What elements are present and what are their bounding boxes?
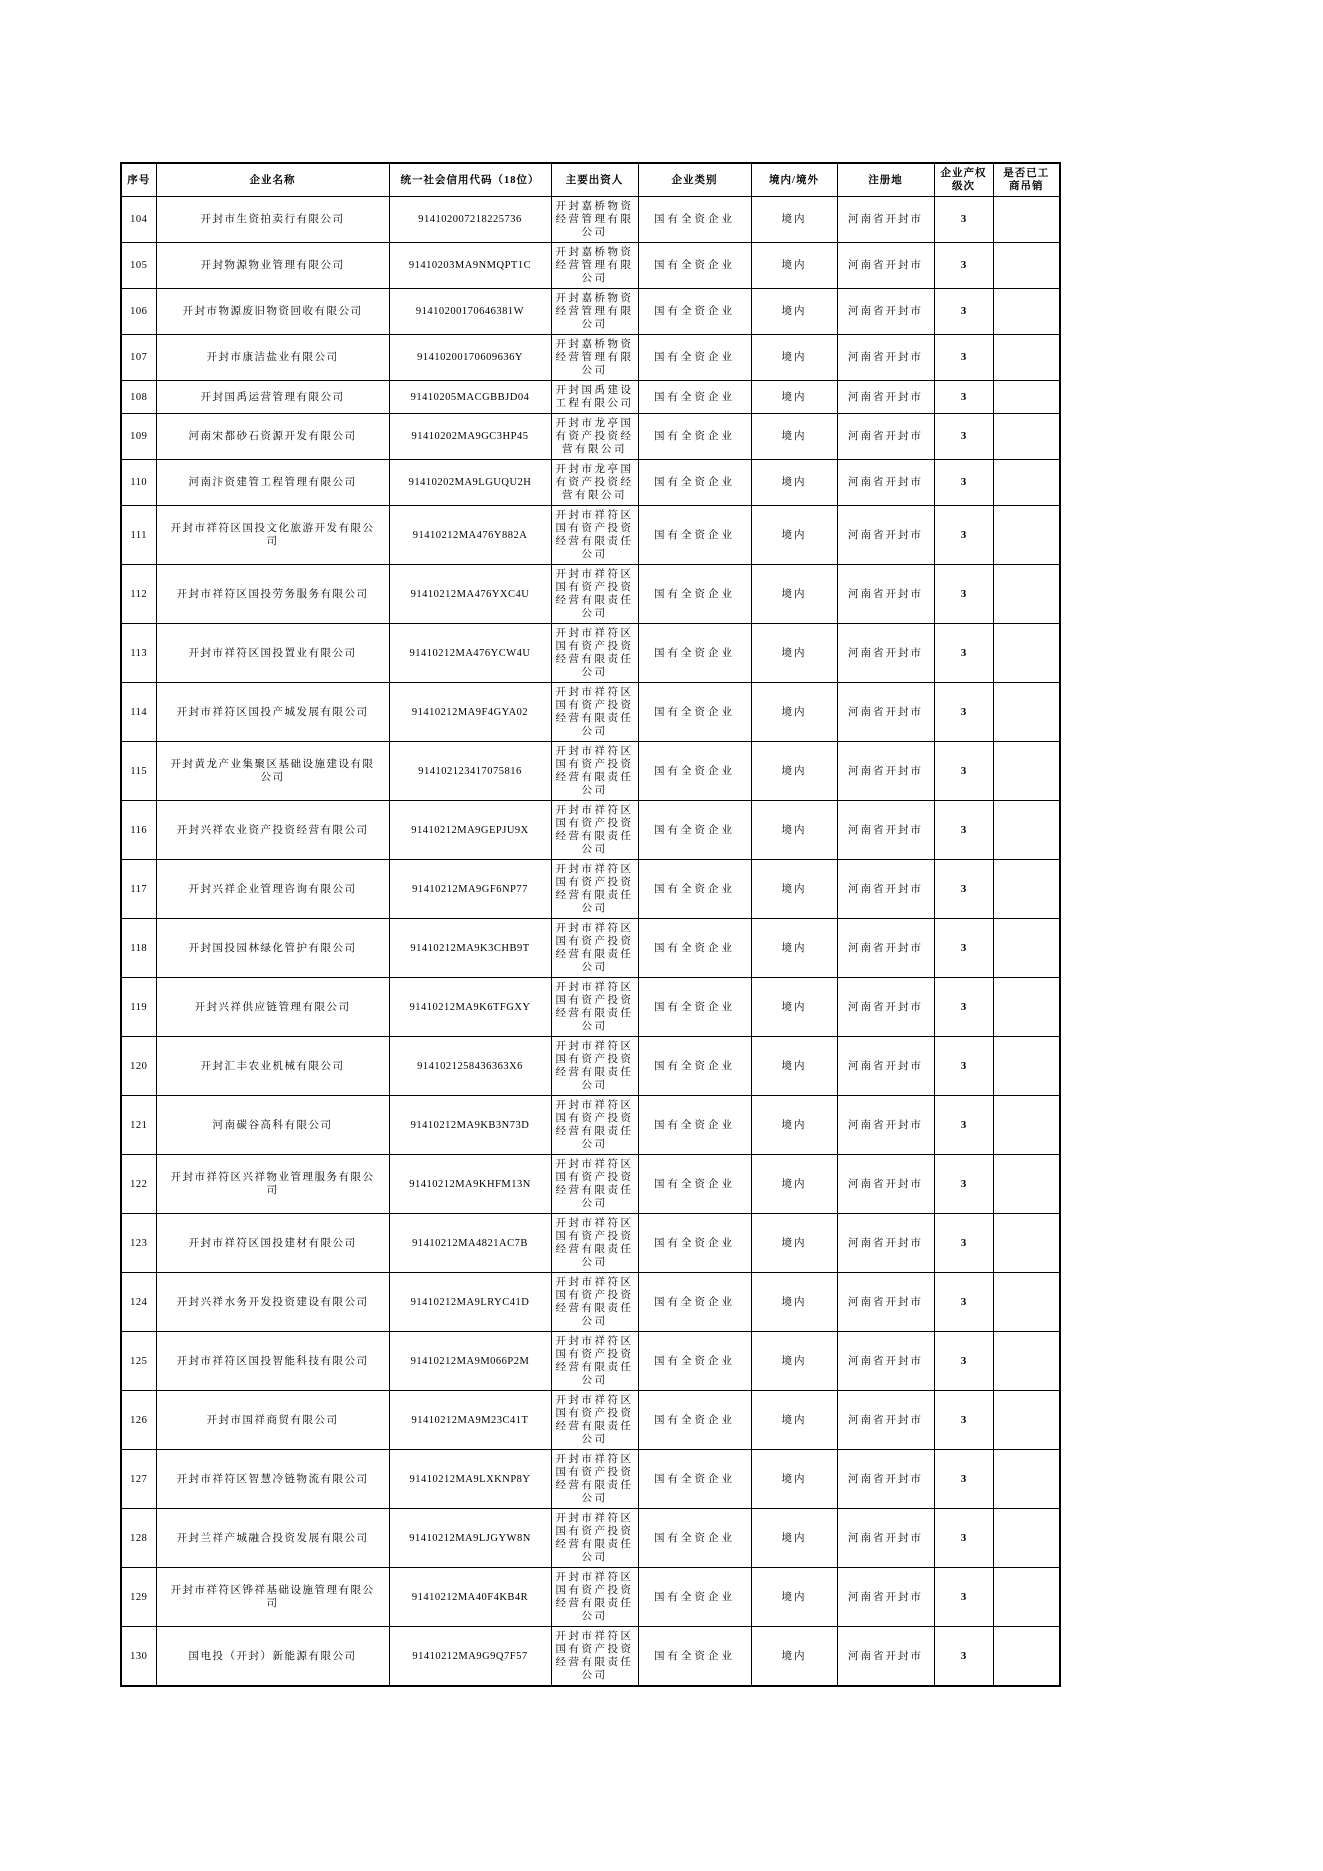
cell-cat: 国有全资企业 [638, 565, 751, 624]
cell-name: 开封市祥符区智慧冷链物流有限公司 [156, 1450, 389, 1509]
table-row [121, 1037, 1060, 1096]
cell-reg: 河南省开封市 [837, 860, 934, 919]
cell-dom: 境内 [751, 460, 837, 506]
cell-investor: 开封市祥符区国有资产投资经营有限责任公司 [551, 1332, 638, 1391]
cell-level: 3 [934, 460, 993, 506]
cell-code: 91410212MA9KHFM13N [389, 1155, 551, 1214]
table-row [121, 919, 1060, 978]
cell-no: 127 [121, 1450, 156, 1509]
cell-code: 91410212MA9LRYC41D [389, 1273, 551, 1332]
cell-no: 106 [121, 289, 156, 335]
cell-code: 91410200170609636Y [389, 335, 551, 381]
table-row [121, 1568, 1060, 1627]
table-row [121, 381, 1060, 414]
cell-reg: 河南省开封市 [837, 742, 934, 801]
cell-name: 开封黄龙产业集聚区基础设施建设有限公司 [156, 742, 389, 801]
cell-cat: 国有全资企业 [638, 1568, 751, 1627]
cell-no: 110 [121, 460, 156, 506]
table-row [121, 506, 1060, 565]
cell-dom: 境内 [751, 197, 837, 243]
table-row [121, 460, 1060, 506]
cell-investor: 开封嘉桥物资经营管理有限公司 [551, 243, 638, 289]
cell-cat: 国有全资企业 [638, 801, 751, 860]
cell-dom: 境内 [751, 860, 837, 919]
cell-no: 115 [121, 742, 156, 801]
table-body [121, 197, 1060, 1687]
cell-level: 3 [934, 335, 993, 381]
cell-no: 114 [121, 683, 156, 742]
cell-cat: 国有全资企业 [638, 1450, 751, 1509]
cell-no: 109 [121, 414, 156, 460]
cell-code: 91410212MA4821AC7B [389, 1214, 551, 1273]
cell-code: 91410205MACGBBJD04 [389, 381, 551, 414]
cell-reg: 河南省开封市 [837, 1273, 934, 1332]
table-row [121, 742, 1060, 801]
column-header-no: 序号 [121, 163, 156, 197]
table-row [121, 1155, 1060, 1214]
cell-revoked [993, 801, 1060, 860]
cell-cat: 国有全资企业 [638, 289, 751, 335]
cell-investor: 开封市祥符区国有资产投资经营有限责任公司 [551, 1037, 638, 1096]
cell-code: 914102123417075816 [389, 742, 551, 801]
cell-no: 120 [121, 1037, 156, 1096]
cell-revoked [993, 1627, 1060, 1687]
cell-no: 105 [121, 243, 156, 289]
cell-dom: 境内 [751, 1332, 837, 1391]
cell-dom: 境内 [751, 414, 837, 460]
cell-cat: 国有全资企业 [638, 742, 751, 801]
column-header-investor: 主要出资人 [551, 163, 638, 197]
cell-investor: 开封嘉桥物资经营管理有限公司 [551, 335, 638, 381]
cell-revoked [993, 381, 1060, 414]
cell-no: 116 [121, 801, 156, 860]
cell-revoked [993, 1155, 1060, 1214]
cell-reg: 河南省开封市 [837, 1332, 934, 1391]
cell-revoked [993, 289, 1060, 335]
cell-cat: 国有全资企业 [638, 1273, 751, 1332]
cell-dom: 境内 [751, 289, 837, 335]
cell-revoked [993, 742, 1060, 801]
cell-reg: 河南省开封市 [837, 624, 934, 683]
table-row [121, 197, 1060, 243]
cell-name: 开封物源物业管理有限公司 [156, 243, 389, 289]
cell-level: 3 [934, 919, 993, 978]
cell-name: 开封国投园林绿化管护有限公司 [156, 919, 389, 978]
cell-level: 3 [934, 978, 993, 1037]
cell-dom: 境内 [751, 801, 837, 860]
cell-cat: 国有全资企业 [638, 1214, 751, 1273]
cell-investor: 开封市祥符区国有资产投资经营有限责任公司 [551, 742, 638, 801]
cell-code: 91410212MA9K3CHB9T [389, 919, 551, 978]
cell-investor: 开封市祥符区国有资产投资经营有限责任公司 [551, 1568, 638, 1627]
cell-dom: 境内 [751, 1450, 837, 1509]
cell-revoked [993, 860, 1060, 919]
cell-no: 113 [121, 624, 156, 683]
cell-level: 3 [934, 1627, 993, 1687]
table-row [121, 1450, 1060, 1509]
cell-no: 107 [121, 335, 156, 381]
cell-revoked [993, 335, 1060, 381]
companies-table [120, 162, 1061, 1687]
cell-name: 开封市祥符区国投置业有限公司 [156, 624, 389, 683]
cell-name: 开封汇丰农业机械有限公司 [156, 1037, 389, 1096]
cell-level: 3 [934, 1509, 993, 1568]
cell-code: 91410212MA9K6TFGXY [389, 978, 551, 1037]
cell-level: 3 [934, 506, 993, 565]
table-row [121, 1332, 1060, 1391]
cell-revoked [993, 565, 1060, 624]
cell-reg: 河南省开封市 [837, 289, 934, 335]
cell-cat: 国有全资企业 [638, 243, 751, 289]
cell-no: 111 [121, 506, 156, 565]
cell-reg: 河南省开封市 [837, 1155, 934, 1214]
cell-code: 91410200170646381W [389, 289, 551, 335]
cell-level: 3 [934, 414, 993, 460]
cell-code: 9141021258436363X6 [389, 1037, 551, 1096]
cell-revoked [993, 919, 1060, 978]
cell-code: 91410212MA9F4GYA02 [389, 683, 551, 742]
cell-dom: 境内 [751, 1273, 837, 1332]
cell-no: 129 [121, 1568, 156, 1627]
cell-code: 91410202MA9GC3HP45 [389, 414, 551, 460]
cell-investor: 开封市龙亭国有资产投资经营有限公司 [551, 414, 638, 460]
cell-name: 开封市祥符区铧祥基础设施管理有限公司 [156, 1568, 389, 1627]
cell-dom: 境内 [751, 742, 837, 801]
cell-level: 3 [934, 1568, 993, 1627]
cell-revoked [993, 1568, 1060, 1627]
cell-level: 3 [934, 801, 993, 860]
cell-dom: 境内 [751, 683, 837, 742]
table-row [121, 414, 1060, 460]
cell-reg: 河南省开封市 [837, 978, 934, 1037]
cell-investor: 开封嘉桥物资经营管理有限公司 [551, 197, 638, 243]
cell-code: 91410212MA9LXKNP8Y [389, 1450, 551, 1509]
cell-no: 130 [121, 1627, 156, 1687]
cell-code: 91410203MA9NMQPT1C [389, 243, 551, 289]
cell-name: 开封市物源废旧物资回收有限公司 [156, 289, 389, 335]
cell-code: 91410212MA9LJGYW8N [389, 1509, 551, 1568]
cell-investor: 开封市祥符区国有资产投资经营有限责任公司 [551, 801, 638, 860]
cell-level: 3 [934, 243, 993, 289]
cell-code: 91410212MA9M066P2M [389, 1332, 551, 1391]
cell-dom: 境内 [751, 1037, 837, 1096]
cell-no: 123 [121, 1214, 156, 1273]
cell-reg: 河南省开封市 [837, 1391, 934, 1450]
table-row [121, 801, 1060, 860]
cell-code: 91410212MA476YXC4U [389, 565, 551, 624]
table-row [121, 1214, 1060, 1273]
cell-investor: 开封市祥符区国有资产投资经营有限责任公司 [551, 978, 638, 1037]
cell-revoked [993, 978, 1060, 1037]
cell-level: 3 [934, 860, 993, 919]
cell-cat: 国有全资企业 [638, 381, 751, 414]
cell-investor: 开封市祥符区国有资产投资经营有限责任公司 [551, 1273, 638, 1332]
cell-cat: 国有全资企业 [638, 978, 751, 1037]
cell-revoked [993, 1214, 1060, 1273]
cell-name: 开封市康洁盐业有限公司 [156, 335, 389, 381]
cell-no: 122 [121, 1155, 156, 1214]
cell-investor: 开封市祥符区国有资产投资经营有限责任公司 [551, 565, 638, 624]
cell-dom: 境内 [751, 1509, 837, 1568]
cell-cat: 国有全资企业 [638, 506, 751, 565]
column-header-name: 企业名称 [156, 163, 389, 197]
cell-revoked [993, 243, 1060, 289]
cell-name: 开封兴祥水务开发投资建设有限公司 [156, 1273, 389, 1332]
cell-level: 3 [934, 1332, 993, 1391]
cell-no: 112 [121, 565, 156, 624]
cell-name: 国电投（开封）新能源有限公司 [156, 1627, 389, 1687]
cell-code: 91410212MA9KB3N73D [389, 1096, 551, 1155]
cell-investor: 开封嘉桥物资经营管理有限公司 [551, 289, 638, 335]
cell-name: 河南汴资建管工程管理有限公司 [156, 460, 389, 506]
cell-dom: 境内 [751, 1096, 837, 1155]
cell-revoked [993, 1096, 1060, 1155]
column-header-code: 统一社会信用代码（18位） [389, 163, 551, 197]
cell-no: 126 [121, 1391, 156, 1450]
cell-reg: 河南省开封市 [837, 1509, 934, 1568]
cell-code: 91410212MA476YCW4U [389, 624, 551, 683]
cell-level: 3 [934, 1391, 993, 1450]
cell-cat: 国有全资企业 [638, 460, 751, 506]
table-row [121, 1096, 1060, 1155]
cell-cat: 国有全资企业 [638, 1037, 751, 1096]
cell-revoked [993, 506, 1060, 565]
cell-level: 3 [934, 197, 993, 243]
cell-reg: 河南省开封市 [837, 414, 934, 460]
cell-revoked [993, 460, 1060, 506]
cell-code: 914102007218225736 [389, 197, 551, 243]
cell-investor: 开封国禹建设工程有限公司 [551, 381, 638, 414]
cell-level: 3 [934, 1450, 993, 1509]
cell-name: 开封市祥符区国投劳务服务有限公司 [156, 565, 389, 624]
cell-reg: 河南省开封市 [837, 919, 934, 978]
cell-cat: 国有全资企业 [638, 624, 751, 683]
cell-no: 128 [121, 1509, 156, 1568]
table-row [121, 1391, 1060, 1450]
cell-investor: 开封市祥符区国有资产投资经营有限责任公司 [551, 683, 638, 742]
cell-no: 125 [121, 1332, 156, 1391]
cell-cat: 国有全资企业 [638, 1155, 751, 1214]
cell-reg: 河南省开封市 [837, 801, 934, 860]
cell-level: 3 [934, 1155, 993, 1214]
table-header [121, 163, 1060, 197]
cell-code: 91410212MA476Y882A [389, 506, 551, 565]
cell-level: 3 [934, 1037, 993, 1096]
column-header-reg: 注册地 [837, 163, 934, 197]
cell-reg: 河南省开封市 [837, 1037, 934, 1096]
cell-revoked [993, 683, 1060, 742]
cell-dom: 境内 [751, 1214, 837, 1273]
cell-revoked [993, 1332, 1060, 1391]
cell-reg: 河南省开封市 [837, 335, 934, 381]
cell-dom: 境内 [751, 1391, 837, 1450]
cell-level: 3 [934, 683, 993, 742]
cell-revoked [993, 624, 1060, 683]
cell-investor: 开封市祥符区国有资产投资经营有限责任公司 [551, 1214, 638, 1273]
cell-dom: 境内 [751, 1568, 837, 1627]
cell-dom: 境内 [751, 506, 837, 565]
table-row [121, 565, 1060, 624]
cell-dom: 境内 [751, 1627, 837, 1687]
cell-investor: 开封市龙亭国有资产投资经营有限公司 [551, 460, 638, 506]
table-row [121, 335, 1060, 381]
cell-no: 117 [121, 860, 156, 919]
cell-code: 91410202MA9LGUQU2H [389, 460, 551, 506]
cell-investor: 开封市祥符区国有资产投资经营有限责任公司 [551, 1391, 638, 1450]
table-row [121, 978, 1060, 1037]
cell-cat: 国有全资企业 [638, 919, 751, 978]
cell-name: 开封兴祥企业管理咨询有限公司 [156, 860, 389, 919]
cell-name: 开封市祥符区国投产城发展有限公司 [156, 683, 389, 742]
column-header-level: 企业产权级次 [934, 163, 993, 197]
cell-revoked [993, 1273, 1060, 1332]
cell-name: 河南碳谷高科有限公司 [156, 1096, 389, 1155]
cell-no: 119 [121, 978, 156, 1037]
cell-revoked [993, 414, 1060, 460]
cell-reg: 河南省开封市 [837, 1627, 934, 1687]
cell-cat: 国有全资企业 [638, 683, 751, 742]
cell-investor: 开封市祥符区国有资产投资经营有限责任公司 [551, 919, 638, 978]
cell-cat: 国有全资企业 [638, 335, 751, 381]
cell-cat: 国有全资企业 [638, 1391, 751, 1450]
cell-dom: 境内 [751, 978, 837, 1037]
cell-name: 开封国禹运营管理有限公司 [156, 381, 389, 414]
cell-code: 91410212MA40F4KB4R [389, 1568, 551, 1627]
cell-reg: 河南省开封市 [837, 683, 934, 742]
cell-cat: 国有全资企业 [638, 197, 751, 243]
cell-name: 开封市祥符区兴祥物业管理服务有限公司 [156, 1155, 389, 1214]
cell-dom: 境内 [751, 335, 837, 381]
cell-name: 开封市祥符区国投智能科技有限公司 [156, 1332, 389, 1391]
cell-level: 3 [934, 289, 993, 335]
cell-level: 3 [934, 624, 993, 683]
cell-dom: 境内 [751, 919, 837, 978]
cell-code: 91410212MA9M23C41T [389, 1391, 551, 1450]
cell-name: 开封市生资拍卖行有限公司 [156, 197, 389, 243]
cell-name: 开封兴祥农业资产投资经营有限公司 [156, 801, 389, 860]
cell-reg: 河南省开封市 [837, 1214, 934, 1273]
cell-name: 开封兰祥产城融合投资发展有限公司 [156, 1509, 389, 1568]
cell-level: 3 [934, 1096, 993, 1155]
cell-level: 3 [934, 1273, 993, 1332]
cell-dom: 境内 [751, 565, 837, 624]
cell-code: 91410212MA9GF6NP77 [389, 860, 551, 919]
cell-revoked [993, 1037, 1060, 1096]
cell-revoked [993, 1391, 1060, 1450]
cell-revoked [993, 1509, 1060, 1568]
table-row [121, 683, 1060, 742]
cell-cat: 国有全资企业 [638, 1096, 751, 1155]
cell-investor: 开封市祥符区国有资产投资经营有限责任公司 [551, 1450, 638, 1509]
cell-no: 124 [121, 1273, 156, 1332]
cell-investor: 开封市祥符区国有资产投资经营有限责任公司 [551, 1627, 638, 1687]
cell-name: 开封市祥符区国投建材有限公司 [156, 1214, 389, 1273]
cell-investor: 开封市祥符区国有资产投资经营有限责任公司 [551, 1509, 638, 1568]
cell-revoked [993, 1450, 1060, 1509]
cell-reg: 河南省开封市 [837, 1450, 934, 1509]
table-row [121, 1509, 1060, 1568]
cell-no: 108 [121, 381, 156, 414]
cell-level: 3 [934, 381, 993, 414]
cell-no: 118 [121, 919, 156, 978]
cell-investor: 开封市祥符区国有资产投资经营有限责任公司 [551, 624, 638, 683]
cell-name: 开封市国祥商贸有限公司 [156, 1391, 389, 1450]
table-row [121, 289, 1060, 335]
cell-investor: 开封市祥符区国有资产投资经营有限责任公司 [551, 1155, 638, 1214]
cell-investor: 开封市祥符区国有资产投资经营有限责任公司 [551, 506, 638, 565]
column-header-dom: 境内/境外 [751, 163, 837, 197]
cell-name: 开封市祥符区国投文化旅游开发有限公司 [156, 506, 389, 565]
cell-level: 3 [934, 565, 993, 624]
cell-dom: 境内 [751, 1155, 837, 1214]
cell-reg: 河南省开封市 [837, 506, 934, 565]
cell-level: 3 [934, 1214, 993, 1273]
cell-dom: 境内 [751, 381, 837, 414]
cell-no: 121 [121, 1096, 156, 1155]
cell-reg: 河南省开封市 [837, 197, 934, 243]
header-row [121, 163, 1060, 197]
cell-reg: 河南省开封市 [837, 243, 934, 289]
cell-reg: 河南省开封市 [837, 460, 934, 506]
cell-dom: 境内 [751, 243, 837, 289]
table-row [121, 243, 1060, 289]
cell-level: 3 [934, 742, 993, 801]
column-header-cat: 企业类别 [638, 163, 751, 197]
cell-cat: 国有全资企业 [638, 1332, 751, 1391]
table-row [121, 1627, 1060, 1687]
cell-cat: 国有全资企业 [638, 414, 751, 460]
cell-code: 91410212MA9G9Q7F57 [389, 1627, 551, 1687]
column-header-revoked: 是否已工商吊销 [993, 163, 1060, 197]
cell-reg: 河南省开封市 [837, 565, 934, 624]
cell-reg: 河南省开封市 [837, 381, 934, 414]
cell-code: 91410212MA9GEPJU9X [389, 801, 551, 860]
cell-cat: 国有全资企业 [638, 1509, 751, 1568]
cell-investor: 开封市祥符区国有资产投资经营有限责任公司 [551, 860, 638, 919]
cell-cat: 国有全资企业 [638, 860, 751, 919]
cell-name: 河南宋都砂石资源开发有限公司 [156, 414, 389, 460]
table-row [121, 1273, 1060, 1332]
cell-revoked [993, 197, 1060, 243]
table-row [121, 624, 1060, 683]
cell-name: 开封兴祥供应链管理有限公司 [156, 978, 389, 1037]
cell-no: 104 [121, 197, 156, 243]
cell-dom: 境内 [751, 624, 837, 683]
table-row [121, 860, 1060, 919]
cell-investor: 开封市祥符区国有资产投资经营有限责任公司 [551, 1096, 638, 1155]
cell-cat: 国有全资企业 [638, 1627, 751, 1687]
cell-reg: 河南省开封市 [837, 1568, 934, 1627]
cell-reg: 河南省开封市 [837, 1096, 934, 1155]
